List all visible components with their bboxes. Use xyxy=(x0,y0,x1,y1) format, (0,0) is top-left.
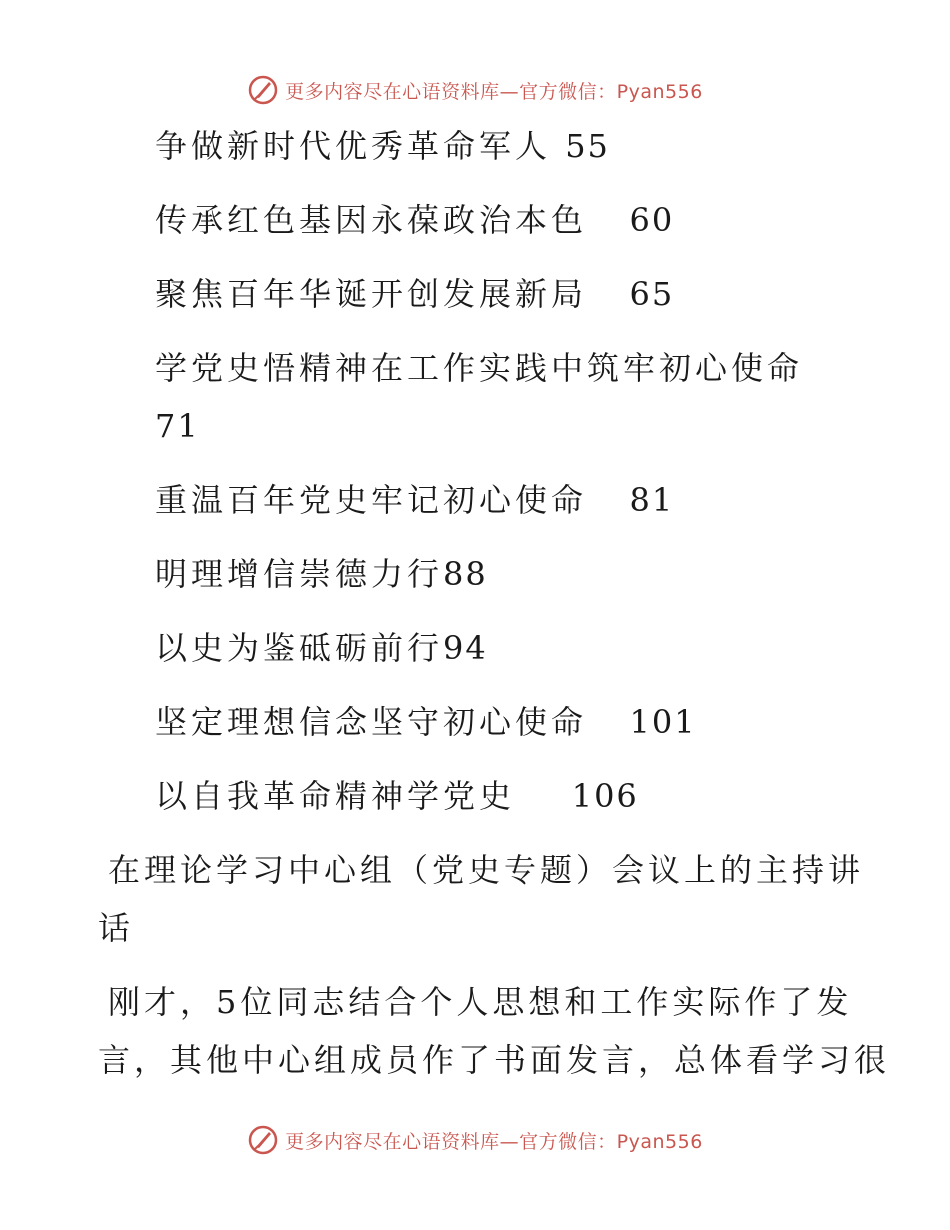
toc-entry xyxy=(155,702,697,742)
toc-page-number: 81 xyxy=(629,481,675,519)
toc-entry xyxy=(155,480,674,520)
toc-entry xyxy=(155,200,674,240)
header-watermark xyxy=(0,72,950,108)
toc-entry xyxy=(155,628,488,668)
watermark-text: 更多内容尽在心语资料库—官方微信：Pyan556 xyxy=(285,80,703,103)
toc-page-number: 55 xyxy=(565,127,610,165)
section-heading-line: 在理论学习中心组（党史专题）会议上的主持讲 xyxy=(108,851,865,889)
section-heading-line: 话 xyxy=(98,909,135,947)
quill-logo-icon xyxy=(247,1124,279,1156)
toc-page-number: 106 xyxy=(571,777,639,815)
toc-page-number: 71 xyxy=(155,407,200,445)
watermark-text: 更多内容尽在心语资料库—官方微信：Pyan556 xyxy=(285,1130,703,1153)
footer-watermark xyxy=(0,1122,950,1158)
body-paragraph-line: 言，其他中心组成员作了书面发言，总体看学习很 xyxy=(98,1041,891,1079)
toc-page-number: 88 xyxy=(443,555,488,593)
toc-title: 重温百年党史牢记初心使命 xyxy=(155,481,588,519)
toc-page-number: 60 xyxy=(629,201,675,239)
toc-title: 聚焦百年华诞开创发展新局 xyxy=(155,275,588,313)
toc-title: 以自我革命精神学党史 xyxy=(155,777,516,815)
toc-page-number: 101 xyxy=(629,703,697,741)
toc-page-number: 65 xyxy=(629,275,675,313)
toc-page-number: 94 xyxy=(443,629,488,667)
toc-title: 传承红色基因永葆政治本色 xyxy=(155,201,588,239)
toc-title: 学党史悟精神在工作实践中筑牢初心使命 xyxy=(155,349,804,387)
toc-title: 争做新时代优秀革命军人 xyxy=(155,127,552,165)
toc-title: 坚定理想信念坚守初心使命 xyxy=(155,703,588,741)
toc-entry xyxy=(155,554,488,594)
toc-entry xyxy=(155,348,803,388)
toc-title: 以史为鉴砥砺前行 xyxy=(155,629,444,667)
toc-title: 明理增信崇德力行 xyxy=(155,555,444,593)
body-paragraph-line: 刚才，5位同志结合个人思想和工作实际作了发 xyxy=(108,983,853,1021)
toc-entry xyxy=(155,274,674,314)
quill-logo-icon xyxy=(247,74,279,106)
toc-entry xyxy=(155,776,639,816)
toc-entry xyxy=(155,126,610,166)
